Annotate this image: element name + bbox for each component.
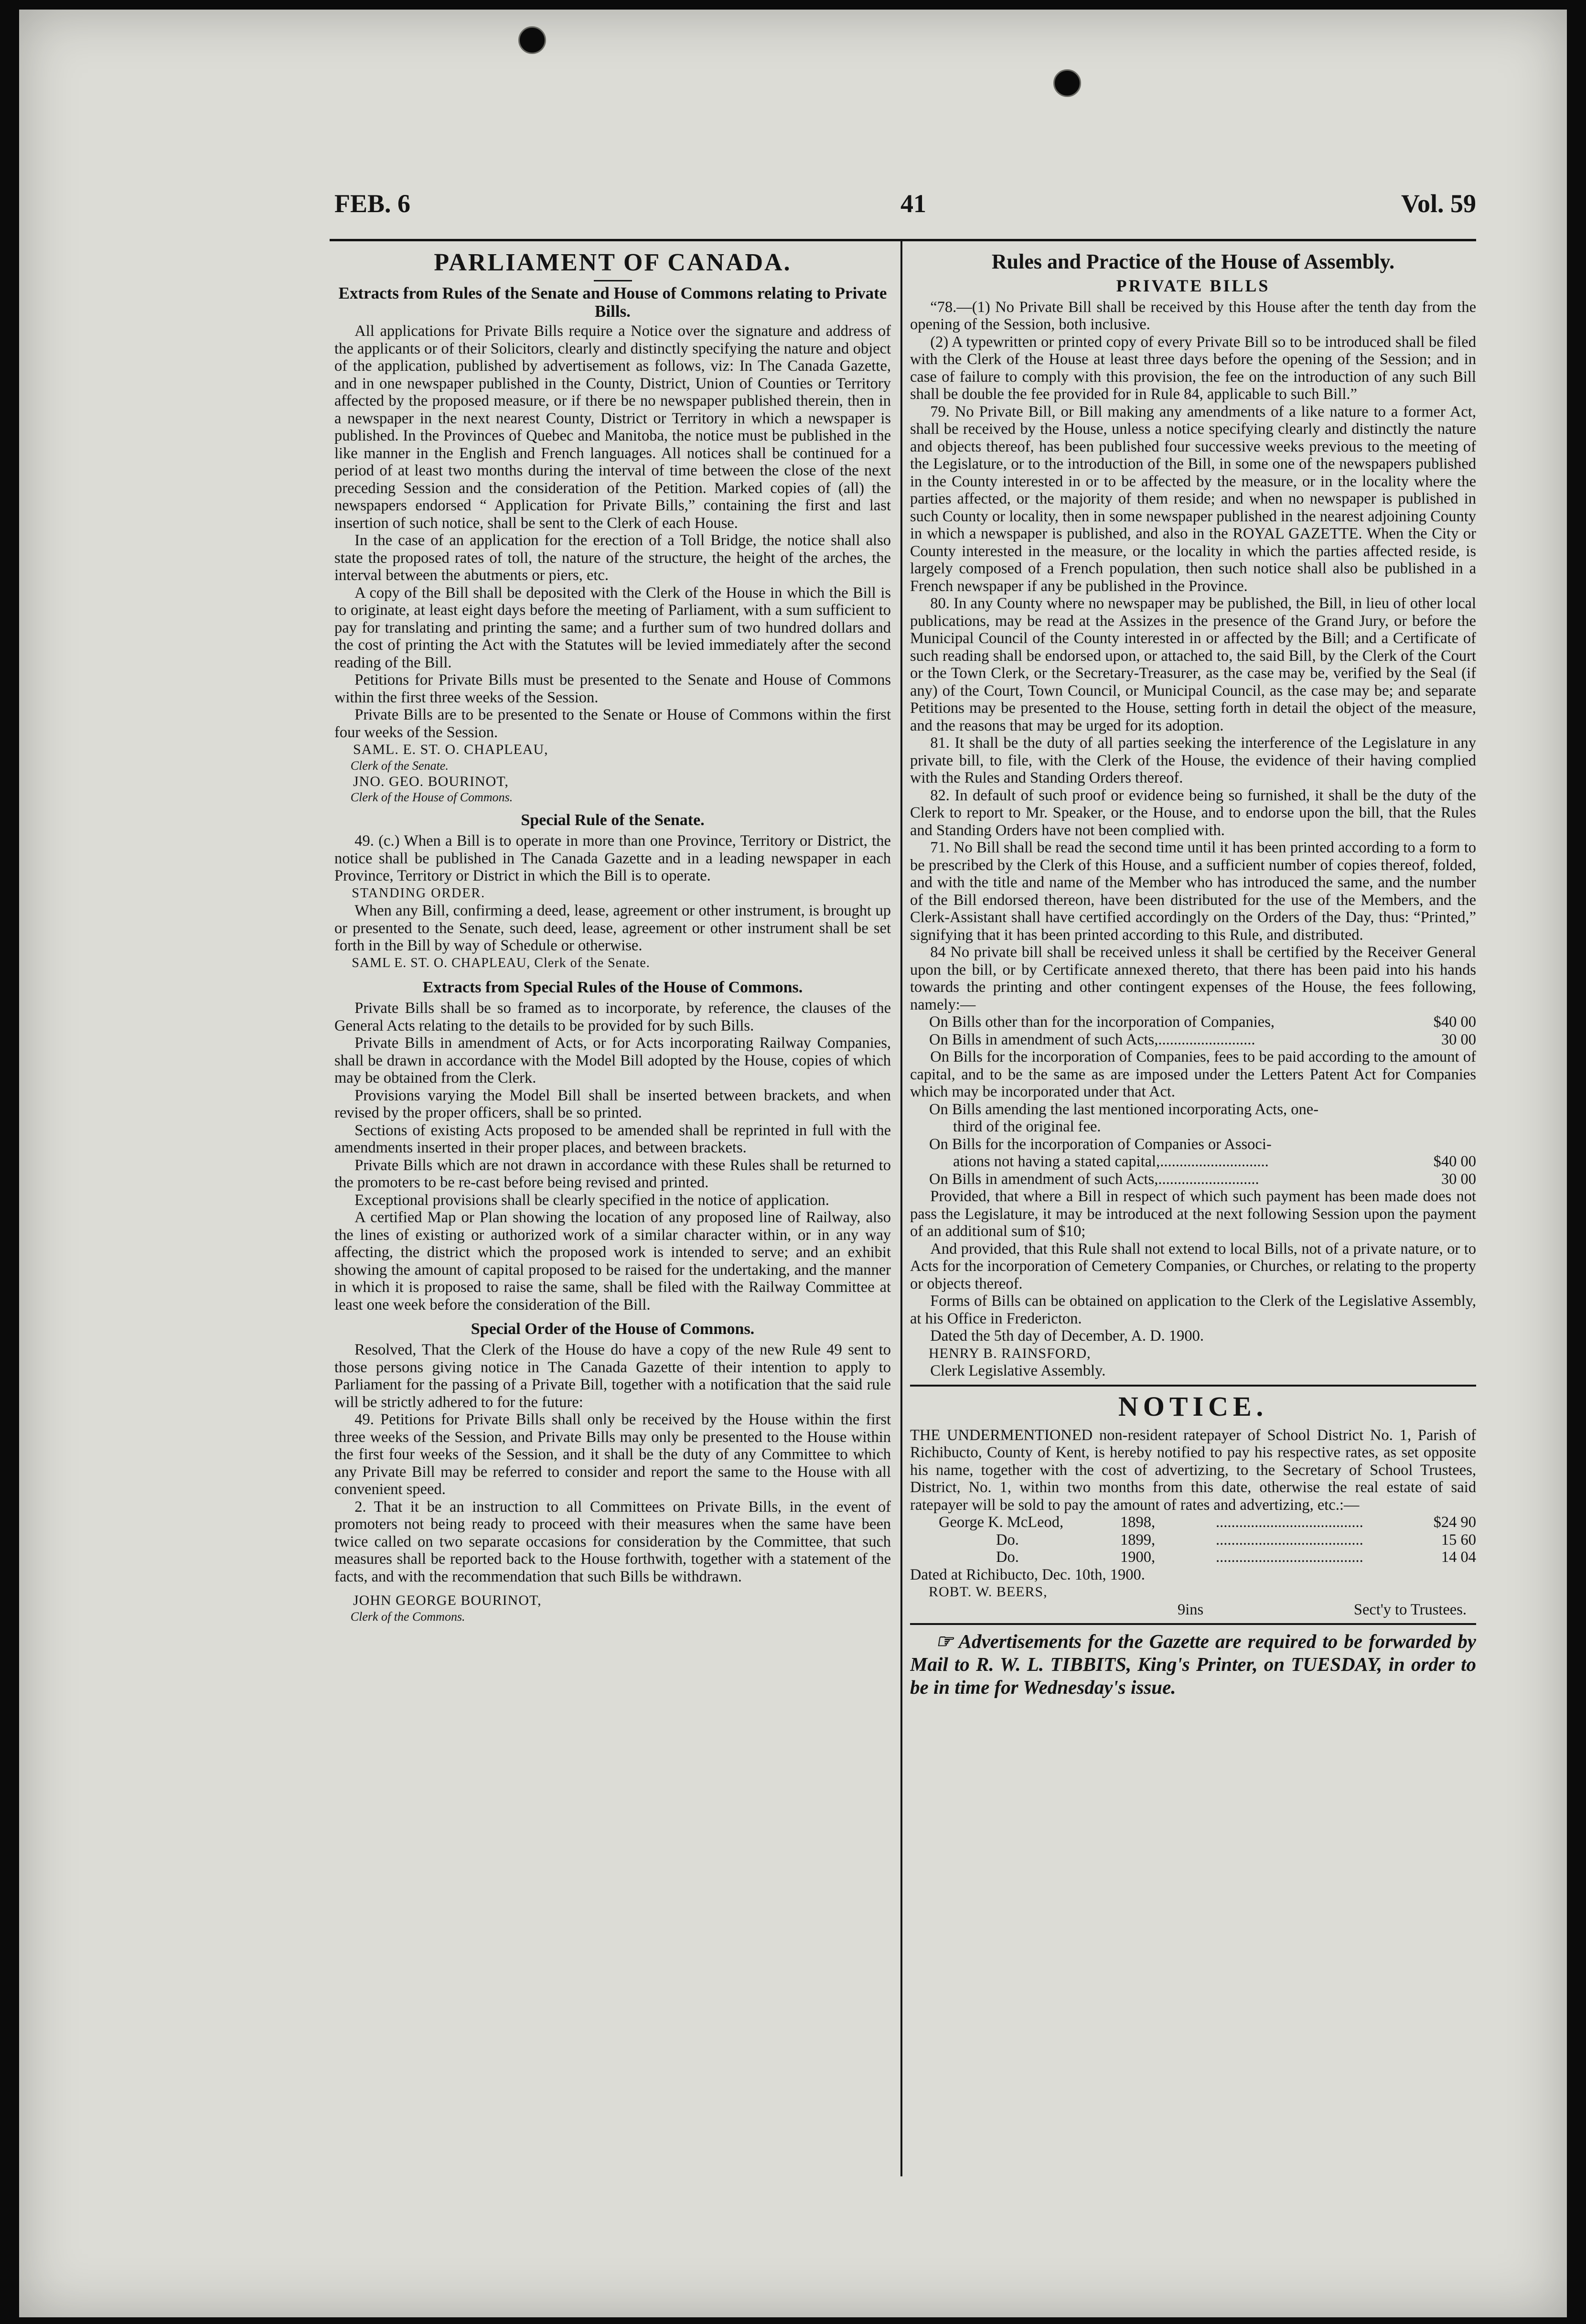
punch-hole-right bbox=[1053, 69, 1081, 97]
paragraph: Sections of existing Acts proposed to be amended shall be reprinted in full with the amendments inserted in their proper places, and between brackets. bbox=[334, 1121, 891, 1156]
assembly-title: Rules and Practice of the House of Assembly. bbox=[991, 250, 1395, 273]
paragraph: On Bills for the incorporation of Companies, fees to be paid according to the amount of capital, and to be the same as are imposed under the Letters Patent Act for Companies which may be incorporated under that Act. bbox=[910, 1048, 1476, 1100]
extracts-heading: Extracts from Rules of the Senate and House of Commons relating to Private Bills. bbox=[338, 284, 887, 321]
arrears-row bbox=[910, 1514, 1476, 1531]
signature-bourinot-2: JOHN GEORGE BOURINOT, bbox=[353, 1592, 542, 1608]
left-column bbox=[334, 248, 891, 2169]
rate-amount: 14 04 bbox=[1441, 1549, 1476, 1566]
notice-title: NOTICE. bbox=[1118, 1390, 1268, 1422]
paragraph: All applications for Private Bills require a Notice over the signature and address of the applicants or of their Solicitors, clearly and distinctly specifying the nature and object of the application, published by advertisement as follows, viz: In The Canada Gazette, and in one newspaper published in the County, District, Union of Counties or Territory affected by the proposed measure, or if there be no newspaper published therein, then in a newspaper in the next nearest County, District or Territory in which a newspaper is published. In the Provinces of Quebec and Manitoba, the notice must be published in the like manner in the English and French languages. All notices shall be continued for a period of at least two months during the interval of time between the close of the next preceding Session and the consideration of the Petition. Marked copies of (all) the newspapers endorsed “ Application for Private Bills,” containing the first and last insertion of such notice, shall be sent to the Clerk of each House. bbox=[334, 323, 891, 532]
volume-number: Vol. 59 bbox=[1401, 189, 1476, 218]
rate-amount: $24 90 bbox=[1433, 1514, 1476, 1531]
rate-year: 1899, bbox=[1120, 1531, 1156, 1549]
paragraph: 80. In any County where no newspaper may be published, the Bill, in lieu of other local publications, may be read at the Assizes in the presence of the Grand Jury, or before the Municipal Council of the County interested in or affected by the Bill; and a Certificate of such reading shall be endorsed upon, or attached to, the said Bill, by the Clerk of the Court or the Town Clerk, or the Secretary-Treasurer, as the case may be, verified by the Seal (if any) of the Court, Town Council, or Municipal Council, as the case may be; and separate Petitions may be presented to the House, setting forth in detail the object of the measure, and the reasons that may be urged for its adoption. bbox=[910, 595, 1476, 734]
punch-hole-left bbox=[518, 26, 546, 54]
fee-row bbox=[910, 1031, 1476, 1049]
title-rule bbox=[594, 280, 632, 281]
rate-year: 1898, bbox=[1120, 1514, 1156, 1531]
paragraph: third of the original fee. bbox=[953, 1118, 1101, 1135]
issue-date: FEB. 6 bbox=[334, 189, 411, 218]
paragraph: Private Bills are to be presented to the Senate or House of Commons within the first four weeks of the Session. bbox=[334, 706, 891, 741]
running-head bbox=[325, 189, 1481, 241]
paragraph: A copy of the Bill shall be deposited with the Clerk of the House in which the Bill is to originate, at least eight days before the meeting of Parliament, with a sum sufficient to pay for translating and printing the same; and a further sum of two hundred dollars and the cost of printing the Act with the Statutes will be levied immediately after the second reading of the Bill. bbox=[334, 584, 891, 671]
section-rule bbox=[910, 1385, 1476, 1387]
paragraph: 71. No Bill shall be read the second time until it has been printed according to a form to be prescribed by the Clerk of this House, and a sufficient number of copies thereof, folded, and with the title and name of the Member who has introduced the same, and the number of the Bill endorsed thereon, have been distributed for the use of the Members, and the Clerk-Assistant shall have certified accordingly on the Orders of the Day, thus: “Printed,” signifying that it has been printed according to this Rule, and distributed. bbox=[910, 839, 1476, 944]
fee-label: On Bills in amendment of such Acts,......................... bbox=[929, 1031, 1255, 1048]
fee-amount: $40 00 bbox=[1433, 1153, 1476, 1170]
paragraph: In the case of an application for the erection of a Toll Bridge, the notice shall also state the proposed rates of toll, the nature of the structure, the height of the arches, the interval between the abutments or piers, etc. bbox=[334, 532, 891, 584]
column-divider bbox=[900, 241, 902, 2176]
paragraph: Private Bills which are not drawn in accordance with these Rules shall be returned to the promoters to be re-cast before being revised and printed. bbox=[334, 1156, 891, 1191]
paragraph: “78.—(1) No Private Bill shall be received by this House after the tenth day from the opening of the Session, both inclusive. bbox=[910, 298, 1476, 333]
signature-title: Clerk of the Commons. bbox=[350, 1609, 465, 1624]
signature-title: Clerk of the House of Commons. bbox=[350, 790, 513, 804]
paragraph: When any Bill, confirming a deed, lease, agreement or other instrument, is brought up or presented to the Senate, such deed, lease, agreement or other instrument shall be set forth in the Bill by way of Schedule or otherwise. bbox=[334, 902, 891, 954]
paragraph: Exceptional provisions shall be clearly specified in the notice of application. bbox=[354, 1191, 829, 1209]
fee-row bbox=[910, 1013, 1476, 1031]
signature-chapleau-2: SAML E. ST. O. CHAPLEAU, Clerk of the Senate. bbox=[352, 955, 650, 970]
paragraph: Resolved, That the Clerk of the House do have a copy of the new Rule 49 sent to those persons giving notice in The Canada Gazette of their intention to apply to Parliament for the passing of a Private Bill, together with a notification that the said rule will be strictly adhered to for the future: bbox=[334, 1341, 891, 1411]
page-number: 41 bbox=[900, 189, 926, 218]
right-column bbox=[910, 248, 1476, 2169]
signature-title: Clerk Legislative Assembly. bbox=[930, 1362, 1106, 1379]
paragraph: Forms of Bills can be obtained on application to the Clerk of the Legislative Assembly, at his Office in Fredericton. bbox=[910, 1292, 1476, 1327]
advertisement-notice: ☞ Advertisements for the Gazette are required to be forwarded by Mail to R. W. L. TIBBITS, King's Printer, on TUESDAY, in order to be in time for Wednesday's issue. bbox=[910, 1630, 1476, 1698]
paragraph: And provided, that this Rule shall not extend to local Bills, not of a private nature, or to Acts for the incorporation of Cemetery Companies, or Churches, or relating to the property or objects thereof. bbox=[910, 1240, 1476, 1292]
notice-dated: Dated at Richibucto, Dec. 10th, 1900. bbox=[910, 1566, 1145, 1583]
arrears-row bbox=[910, 1531, 1476, 1549]
rate-amount: 15 60 bbox=[1441, 1531, 1476, 1549]
fee-label: On Bills other than for the incorporation of Companies, bbox=[929, 1013, 1275, 1031]
paragraph: (2) A typewritten or printed copy of every Private Bill so to be introduced shall be filed with the Clerk of the House at least three days before the opening of the Session; and in case of failure to comply with this provision, the fee on the introduction of any such Bill shall be double the fee provided for in Rule 84, applicable to such Bill.” bbox=[910, 333, 1476, 403]
fee-amount: 30 00 bbox=[1441, 1031, 1476, 1048]
fee-label: On Bills in amendment of such Acts,.......................... bbox=[929, 1170, 1259, 1188]
fee-row bbox=[910, 1171, 1476, 1188]
arrears-row bbox=[910, 1549, 1476, 1566]
signature-chapleau: SAML. E. ST. O. CHAPLEAU, bbox=[353, 742, 548, 757]
section-rule bbox=[910, 1623, 1476, 1625]
paragraph: On Bills amending the last mentioned incorporating Acts, one- bbox=[929, 1100, 1319, 1118]
paragraph: 81. It shall be the duty of all parties seeking the interference of the Legislature in any private bill, to file, with the Clerk of the House, the evidence of their having complied with the Rules and Standing Orders thereof. bbox=[910, 734, 1476, 786]
notice-text: THE UNDERMENTIONED non-resident ratepayer of School District No. 1, Parish of Richibucto, County of Kent, is hereby notified to pay his respective rates, as set opposite his name, together with the cost of advertizing, to the Secretary of School Trustees, District, No. 1, within two months from this date, otherwise the real estate of said ratepayer will be sold to pay the amount of rates and advertizing, etc.:— bbox=[910, 1426, 1476, 1514]
fee-row bbox=[910, 1153, 1476, 1171]
paragraph: Petitions for Private Bills must be presented to the Senate and House of Commons within the first three weeks of the Session. bbox=[334, 671, 891, 706]
ratepayer-name: George K. McLeod, bbox=[939, 1514, 1064, 1531]
leader-dots: ...................................... bbox=[1216, 1531, 1363, 1549]
paragraph: 49. Petitions for Private Bills shall only be received by the House within the first three weeks of the Session, and Private Bills may only be presented to the House within the first four weeks of the Session, and it shall be the duty of any Committee to which any Private Bill may be referred to consider and report the same to the House with all convenient speed. bbox=[334, 1411, 891, 1498]
paragraph: Private Bills in amendment of Acts, or for Acts incorporating Railway Companies, shall be drawn in accordance with the Model Bill adopted by the House, copies of which may be obtained from the Clerk. bbox=[334, 1034, 891, 1087]
standing-order-heading: STANDING ORDER. bbox=[352, 885, 486, 901]
paragraph: 82. In default of such proof or evidence being so furnished, it shall be the duty of the Clerk to report to Mr. Speaker, or the House, and to endorse upon the bill, that the Rules and Standing Orders have not been complied with. bbox=[910, 786, 1476, 839]
paragraph: 84 No private bill shall be received unless it shall be certified by the Receiver General upon the bill, or by Certificate annexed thereto, that there has been paid into his hands towards the printing and other contingent expenses of the House, the fees following, namely:— bbox=[910, 944, 1476, 1013]
ratepayer-name: Do. bbox=[996, 1531, 1019, 1549]
signature-title: Sect'y to Trustees. bbox=[1353, 1601, 1467, 1618]
fee-amount: 30 00 bbox=[1441, 1170, 1476, 1188]
dated-line: Dated the 5th day of December, A. D. 1900. bbox=[930, 1327, 1204, 1345]
fee-label: ations not having a stated capital,............................ bbox=[953, 1153, 1269, 1170]
paragraph: On Bills for the incorporation of Companies or Associ- bbox=[929, 1135, 1272, 1153]
insertion-count: 9ins bbox=[1178, 1601, 1204, 1618]
paragraph: Provisions varying the Model Bill shall be inserted between brackets, and when revised by the proper officers, shall be so printed. bbox=[334, 1087, 891, 1121]
parliament-title: PARLIAMENT OF CANADA. bbox=[434, 249, 792, 276]
paragraph: 49. (c.) When a Bill is to operate in more than one Province, Territory or District, the notice shall be published in The Canada Gazette and in a leading newspaper in each Province, Territory or District in which the Bill is to operate. bbox=[334, 832, 891, 884]
signature-title: Clerk of the Senate. bbox=[350, 758, 449, 773]
special-order-heading: Special Order of the House of Commons. bbox=[471, 1320, 755, 1338]
paragraph: 2. That it be an instruction to all Committees on Private Bills, in the event of promoters not being ready to proceed with their measures when the same have been twice called on two separate occasions for consideration by the Committee, that such measures shall be reported back to the House forthwith, together with a statement of the facts, and with the recommendation that such Bills be withdrawn. bbox=[334, 1498, 891, 1585]
signature-bourinot: JNO. GEO. BOURINOT, bbox=[353, 773, 509, 789]
leader-dots: ...................................... bbox=[1216, 1549, 1363, 1566]
rate-year: 1900, bbox=[1120, 1549, 1156, 1566]
paragraph: Private Bills shall be so framed as to incorporate, by reference, the clauses of the General Acts relating to the details to be provided for by such Bills. bbox=[334, 1000, 891, 1034]
paragraph: 79. No Private Bill, or Bill making any amendments of a like nature to a former Act, shall be received by the House, unless a notice specifying clearly and distinctly the nature and objects thereof, has been published four successive weeks previous to the meeting of the Legislature, or to the introduction of the Bill, in some one of the newspapers published in the County interested in or to be affected by the measure, or in the locality where the parties affected, or the majority of them reside; and when no newspaper is published in such County or locality, then in some newspaper published in the nearest adjoining County in which a newspaper is published, and also in the ROYAL GAZETTE. When the City or County interested in the measure, or the locality in which the parties affected reside, is largely composed of a French population, then such notice shall also be published in a French newspaper if any be published in the Province. bbox=[910, 403, 1476, 595]
special-rule-heading: Special Rule of the Senate. bbox=[521, 811, 705, 829]
signature-rainsford: HENRY B. RAINSFORD, bbox=[929, 1345, 1091, 1361]
private-bills-heading: PRIVATE BILLS bbox=[1116, 276, 1270, 295]
paragraph: Provided, that where a Bill in respect of which such payment has been made does not pass the Legislature, it may be introduced at the next following Session upon the payment of an additional sum of $10; bbox=[910, 1188, 1476, 1240]
paragraph: A certified Map or Plan showing the location of any proposed line of Railway, also the lines of existing or authorized work of a similar character within, or in any way affecting, the district which the proposed work is intended to serve; and an exhibit showing the amount of capital proposed to be raised for the undertaking, and the manner in which it is proposed to raise the same, shall be filed with the Railway Committee at least one week before the consideration of the Bill. bbox=[334, 1209, 891, 1313]
ratepayer-name: Do. bbox=[996, 1549, 1019, 1566]
header-rule bbox=[330, 239, 1476, 241]
leader-dots: ...................................... bbox=[1216, 1514, 1363, 1531]
signature-beers: ROBT. W. BEERS, bbox=[929, 1584, 1048, 1600]
extracts-commons-heading: Extracts from Special Rules of the House of Commons. bbox=[422, 979, 803, 996]
fee-amount: $40 00 bbox=[1433, 1013, 1476, 1031]
notice-footer bbox=[910, 1601, 1476, 1619]
